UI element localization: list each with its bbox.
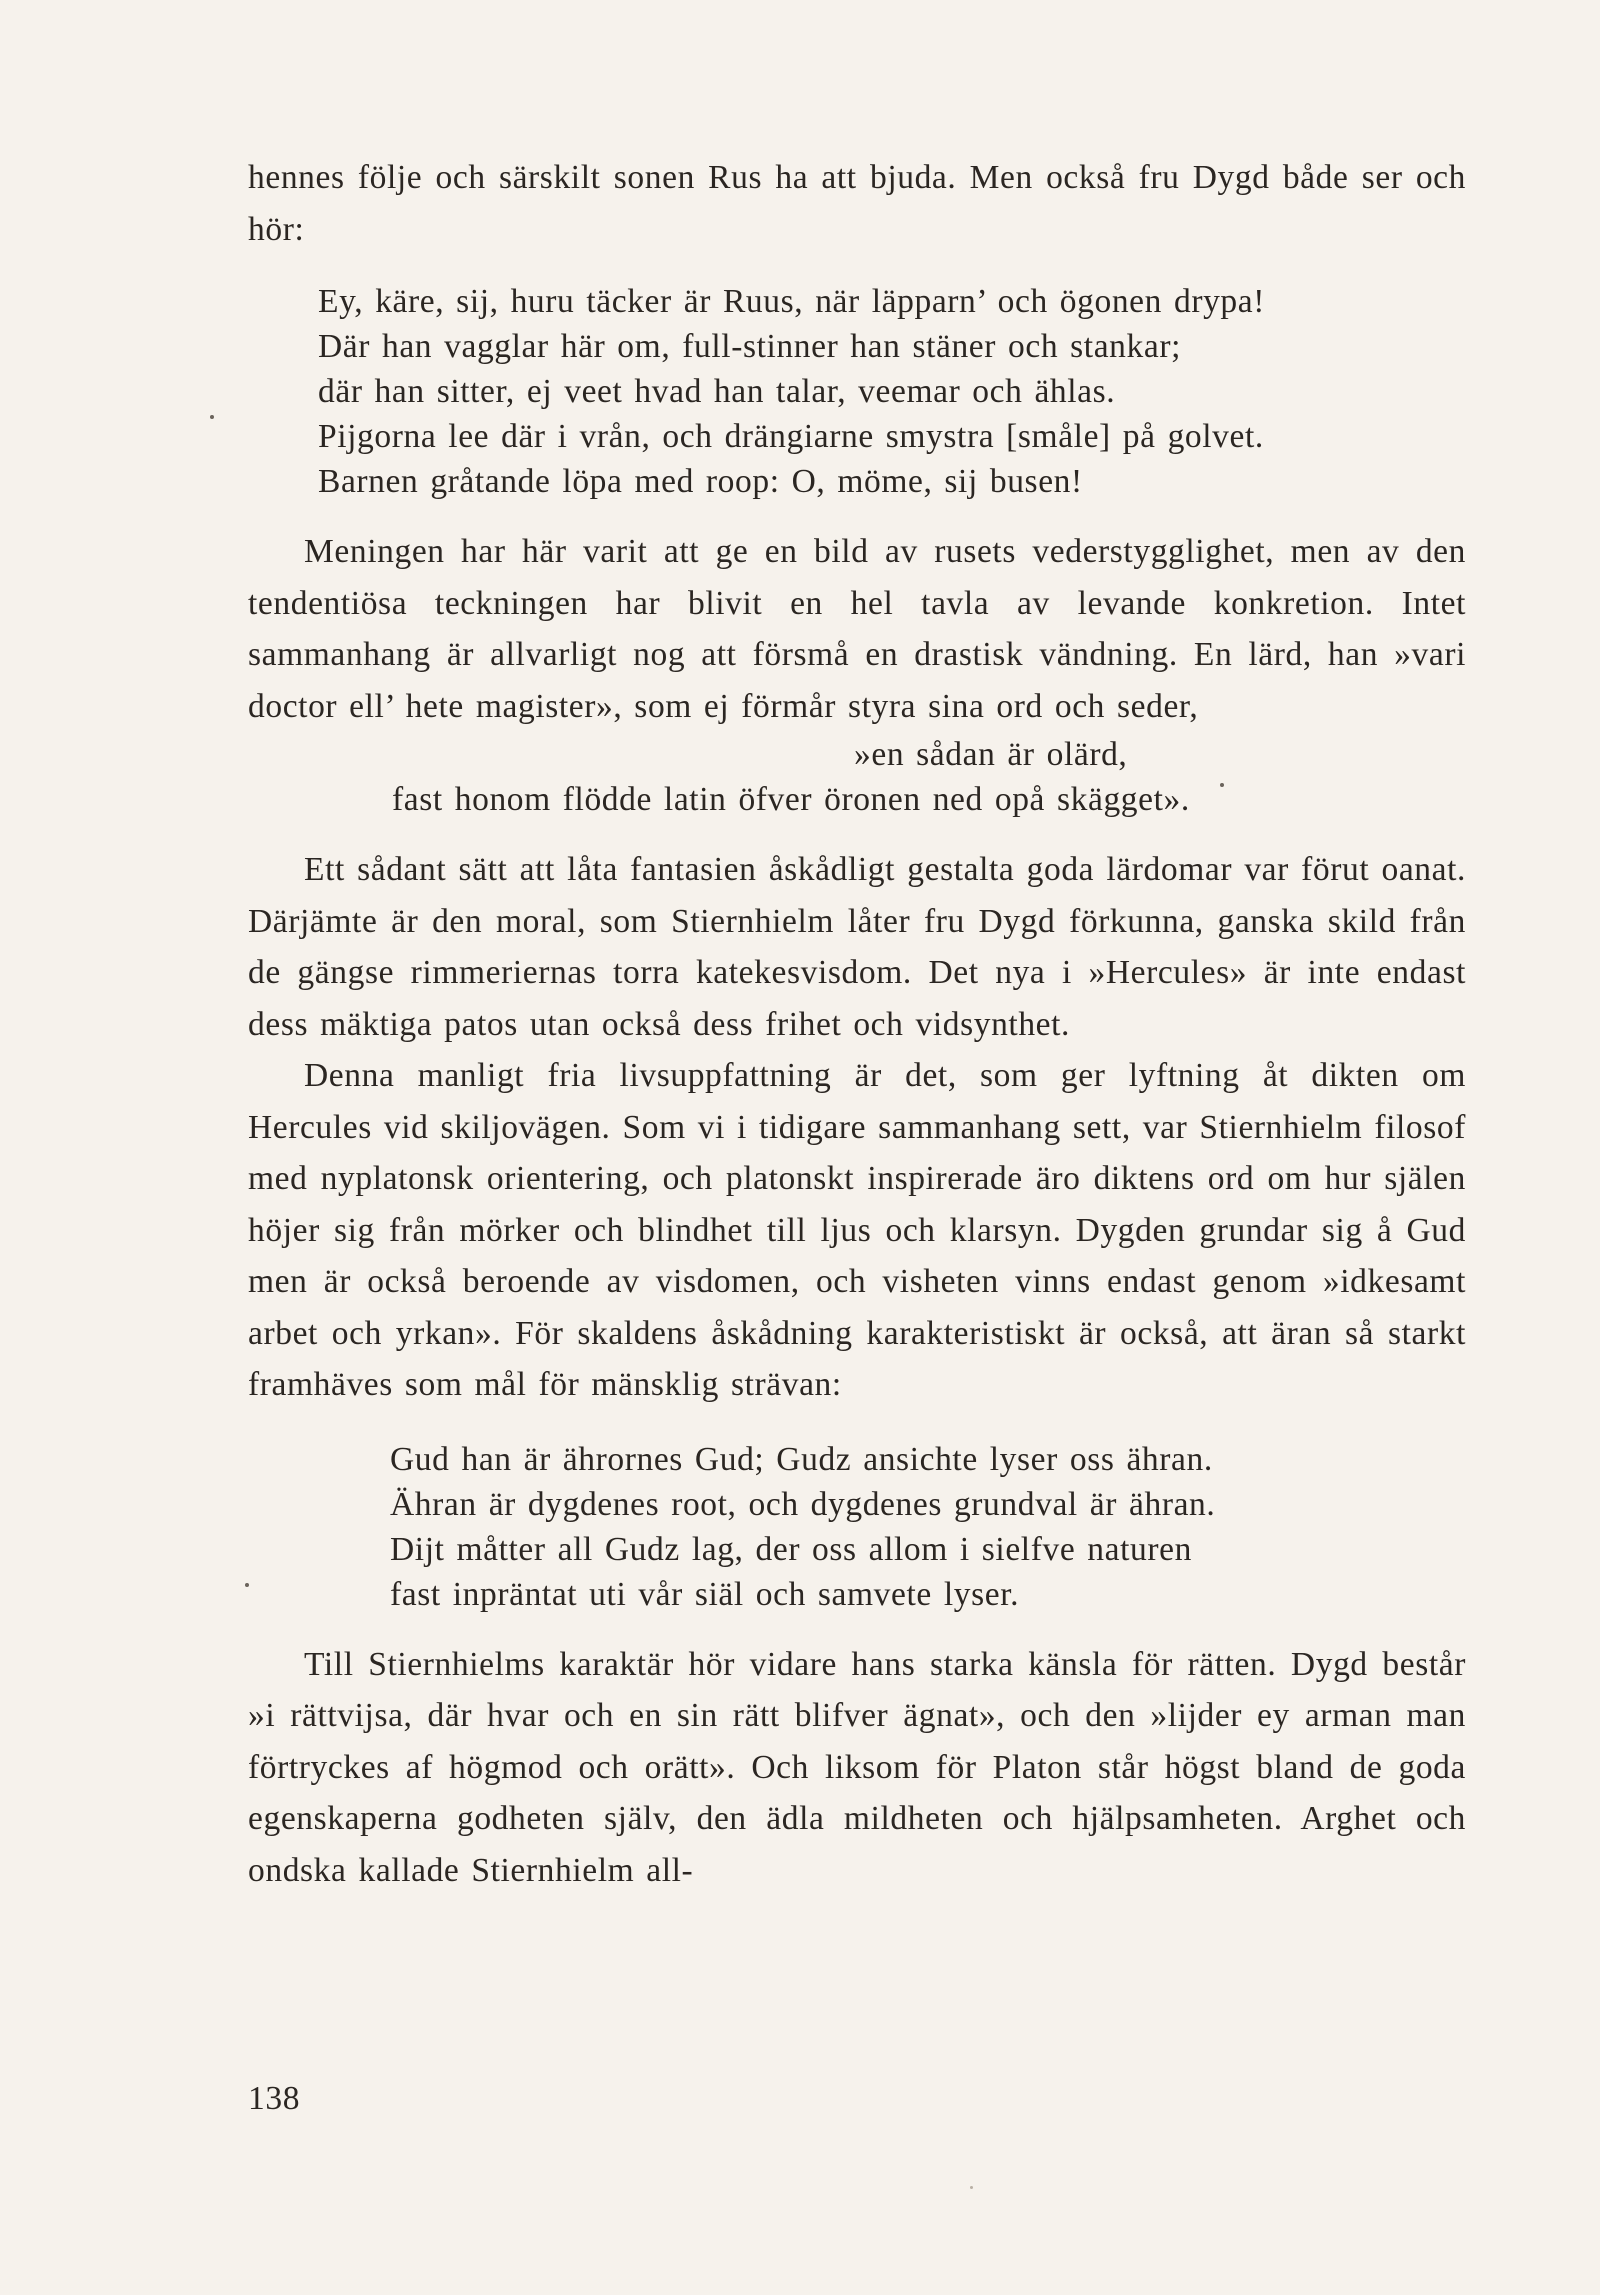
paragraph-3: Ett sådant sätt att låta fantasien åskådligt gestalta goda lärdomar var förut oanat. Därjämte är den moral, som Stiernhielm låter fru Dygd förkunna, ganska skild från de gängse rimmeriernas torra katekesvisdom. Det nya i »Hercules» är inte endast dess mäktiga patos utan också dess frihet och vidsynthet. — [248, 851, 1466, 1043]
verse-line: Pijgorna lee där i vrån, och drängiarne smystra [småle] på golvet. — [318, 418, 1264, 455]
verse-line: där han sitter, ej veet hvad han talar, veemar och ählas. — [318, 373, 1116, 410]
paragraph-1: hennes följe och särskilt sonen Rus ha att bjuda. Men också fru Dygd både ser och hör: — [248, 159, 1466, 248]
paragraph-4: Denna manligt fria livsuppfattning är det, som ger lyftning åt dikten om Hercules vid skiljovägen. Som vi i tidigare sammanhang sett, var Stiernhielm filosof med nyplatonsk orientering, och platonskt inspirerade äro diktens ord om hur själen höjer sig från mörker och blindhet till ljus och klarsyn. Dygden grundar sig å Gud men är också beroende av visdomen, och visheten vinns endast genom »idkesamt arbet och yrkan». För skaldens åskådning karakteristiskt är också, att äran så starkt framhäves som mål för mänsklig strävan: — [248, 1057, 1466, 1403]
verse-quote-ahran — [390, 1437, 1466, 1617]
verse-line: Dijt måtter all Gudz lag, der oss allom i sielfve naturen — [390, 1530, 1192, 1568]
verse-line: fast honom flödde latin öfver öronen ned opå skägget». — [392, 781, 1190, 818]
page-number: 138 — [248, 2080, 301, 2117]
paragraph-5: Till Stiernhielms karaktär hör vidare hans starka känsla för rätten. Dygd består »i rättvijsa, där hvar och en sin rätt blifver ägnat», och den »lijder ey arman man förtryckes af högmod och orätt». Och liksom för Platon står högst bland de goda egenskaperna godheten själv, den ädla mildheten och hjälpsamheten. Arghet och ondska kallade Stiernhielm all- — [248, 1645, 1466, 1889]
print-speck — [210, 415, 214, 419]
verse-line: Ähran är dygdenes root, och dygdenes grundval är ähran. — [390, 1485, 1216, 1523]
print-speck — [1220, 783, 1224, 787]
verse-line: »en sådan är olärd, — [854, 736, 1128, 773]
verse-quote-rus — [318, 279, 1466, 504]
verse-quote-olard — [392, 732, 1466, 822]
verse-line: fast inpräntat uti vår siäl och samvete lyser. — [390, 1575, 1020, 1613]
verse-line: Barnen gråtande löpa med roop: O, möme, sij busen! — [318, 463, 1083, 500]
verse-line: Gud han är ährornes Gud; Gudz ansichte lyser oss ähran. — [390, 1440, 1213, 1478]
print-speck — [245, 1583, 249, 1587]
print-speck — [970, 2186, 973, 2189]
verse-line: Ey, käre, sij, huru täcker är Ruus, när läpparn’ och ögonen drypa! — [318, 283, 1266, 320]
verse-line: Där han vagglar här om, full-stinner han stäner och stankar; — [318, 328, 1181, 365]
body-text — [248, 152, 1466, 1896]
paragraph-2: Meningen har här varit att ge en bild av rusets vederstygglighet, men av den tendentiösa teckningen har blivit en hel tavla av levande konkretion. Intet sammanhang är allvarligt nog att försmå en drastisk vändning. En lärd, han »vari doctor ell’ hete magister», som ej förmår styra sina ord och seder, — [248, 533, 1466, 725]
